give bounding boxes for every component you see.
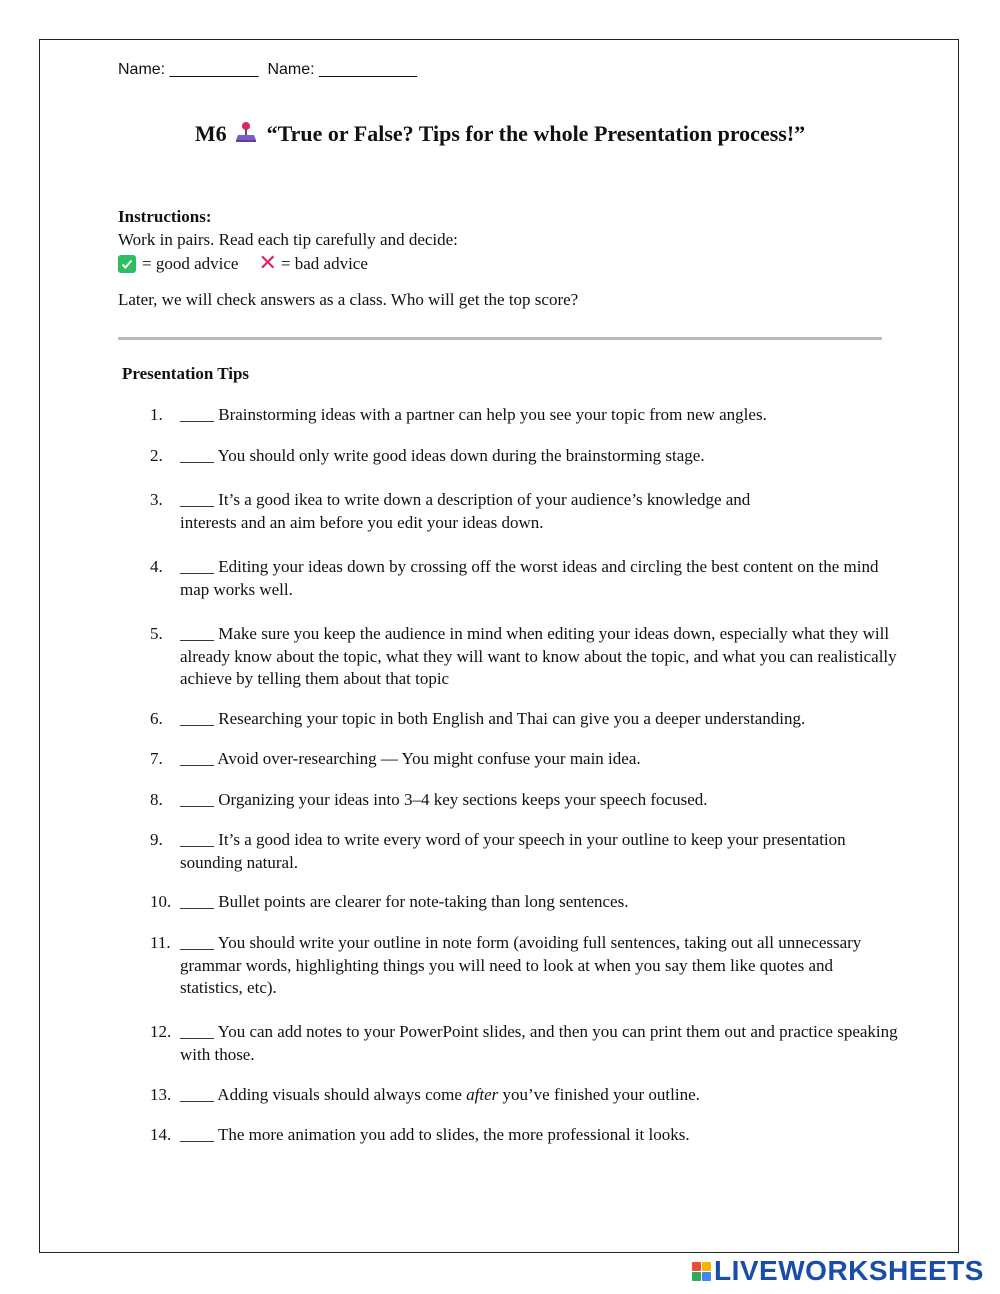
title-text: “True or False? Tips for the whole Presentation process!” [266, 121, 806, 146]
tip-text: ____ Organizing your ideas into 3–4 key sections keeps your speech focused. [180, 790, 708, 809]
bad-advice-label: = bad advice [280, 254, 368, 273]
tip-item: 2. ____ You should only write good ideas down during the brainstorming stage. [150, 445, 900, 468]
tip-text: ____ Editing your ideas down by crossing off the worst ideas and circling the best content on the mind map works well. [180, 557, 879, 599]
tip-item: 7. ____ Avoid over-researching — You might confuse your main idea. [150, 748, 900, 771]
divider [118, 337, 882, 340]
cross-mark-icon: ✕ [258, 251, 277, 276]
liveworksheets-logo-icon [692, 1262, 711, 1281]
liveworksheets-brand[interactable] [692, 1255, 984, 1287]
tip-text: ____ Bullet points are clearer for note-taking than long sentences. [180, 892, 629, 911]
tip-text: ____ Researching your topic in both English and Thai can give you a deeper understanding. [180, 709, 806, 728]
tip-text: ____ Adding visuals should always come after you’ve finished your outline. [180, 1085, 700, 1104]
tip-text: ____ Make sure you keep the audience in mind when editing your ideas down, especially what they will already know about the topic, what they will want to know about the topic, and what you can realistically achieve by telling them about that topic [180, 624, 897, 688]
tip-item: 14. ____ The more animation you add to slides, the more professional it looks. [150, 1124, 900, 1147]
tip-text: ____ You should write your outline in note form (avoiding full sentences, taking out all unnecessary grammar words, highlighting things you will need to look at when you say them like quotes and statistics, etc). [180, 933, 862, 997]
tip-text: ____ You should only write good ideas down during the brainstorming stage. [180, 446, 705, 465]
tip-item: 4. ____ Editing your ideas down by crossing off the worst ideas and circling the best content on the mind map works well. [150, 556, 900, 601]
tip-item: 1. ____ Brainstorming ideas with a partner can help you see your topic from new angles. [150, 404, 900, 427]
joystick-icon [235, 121, 257, 149]
tip-item: 9. ____ It’s a good idea to write every word of your speech in your outline to keep your presentation sounding natural. [150, 829, 900, 874]
instructions-heading: Instructions: [118, 207, 212, 226]
tip-text: ____ The more animation you add to slides, the more professional it looks. [180, 1125, 690, 1144]
tip-text: ____ Brainstorming ideas with a partner can help you see your topic from new angles. [180, 405, 767, 424]
instructions-later: Later, we will check answers as a class. Who will get the top score? [118, 290, 579, 309]
name-fields: Name: __________ Name: ___________ [118, 61, 417, 78]
tip-text: ____ You can add notes to your PowerPoint slides, and then you can print them out and practice speaking with those. [180, 1022, 898, 1064]
tip-text: ____ It’s a good idea to write every word of your speech in your outline to keep your presentation sounding natural. [180, 830, 846, 872]
title-prefix: M6 [194, 121, 227, 146]
instructions-text: Work in pairs. Read each tip carefully and decide: [118, 230, 458, 249]
tip-item: 3. ____ It’s a good ikea to write down a description of your audience’s knowledge and interests and an aim before you edit your ideas down. [150, 489, 900, 534]
tip-item: 11. ____ You should write your outline in note form (avoiding full sentences, taking out all unnecessary grammar words, highlighting things you will need to look at when you say them like quotes and statistics, etc). [150, 932, 900, 1000]
worksheet-title [0, 121, 1000, 149]
tip-item: 6. ____ Researching your topic in both English and Thai can give you a deeper understanding. [150, 708, 900, 731]
tip-item: 13. ____ Adding visuals should always come after you’ve finished your outline. [150, 1084, 900, 1107]
good-advice-label: = good advice [142, 254, 239, 273]
tip-text: ____ It’s a good ikea to write down a description of your audience’s knowledge and interests and an aim before you edit your ideas down. [180, 490, 751, 532]
brand-name: LIVEWORKSHEETS [714, 1255, 984, 1286]
tip-item: 8. ____ Organizing your ideas into 3–4 key sections keeps your speech focused. [150, 789, 900, 812]
tip-text: ____ Avoid over-researching — You might confuse your main idea. [180, 749, 641, 768]
emphasis-after: after [466, 1085, 499, 1104]
section-title: Presentation Tips [122, 364, 250, 383]
tip-item: 5. ____ Make sure you keep the audience in mind when editing your ideas down, especially what they will already know about the topic, what they will want to know about the topic, and what you can realistically achieve by telling them about that topic [150, 623, 900, 691]
answer-legend [118, 251, 368, 276]
tip-item: 12. ____ You can add notes to your PowerPoint slides, and then you can print them out and practice speaking with those. [150, 1021, 900, 1066]
tip-item: 10. ____ Bullet points are clearer for note-taking than long sentences. [150, 891, 900, 914]
check-mark-icon [118, 255, 136, 273]
